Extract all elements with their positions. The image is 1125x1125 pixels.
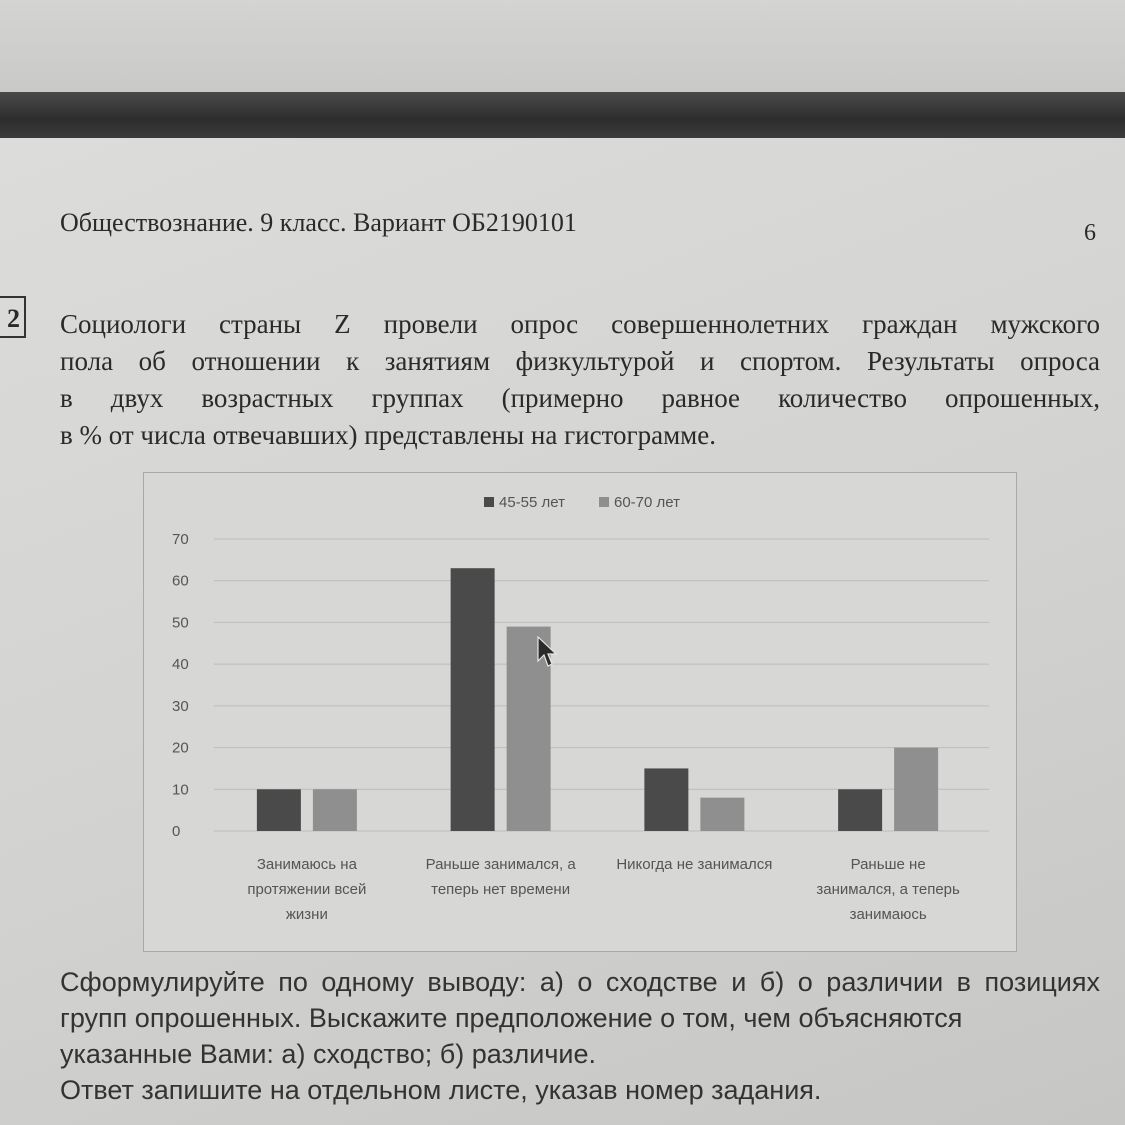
- legend-swatch: [599, 497, 609, 507]
- x-tick-label: жизни: [285, 906, 328, 923]
- legend-label: 60-70 лет: [614, 494, 680, 511]
- y-tick-label: 20: [172, 739, 189, 757]
- y-tick-label: 60: [172, 572, 189, 590]
- question-line: пола об отношении к занятиям физкультурой и спортом. Результаты опроса: [60, 346, 1100, 376]
- y-tick-label: 40: [172, 656, 189, 674]
- chart-svg: [144, 473, 1016, 951]
- background-strip: [0, 0, 1125, 92]
- histogram-chart: [143, 472, 1017, 952]
- legend-swatch: [484, 497, 494, 507]
- y-tick-label: 70: [172, 531, 189, 548]
- instruction-line: указанные Вами: а) сходство; б) различие.: [60, 1039, 597, 1069]
- instruction-line: Сформулируйте по одному выводу: а) о сходстве и б) о различии в позициях: [60, 967, 1100, 997]
- legend-label: 45-55 лет: [499, 494, 565, 511]
- bar: [838, 789, 882, 831]
- task-question: [60, 306, 1100, 454]
- instruction-line: групп опрошенных. Выскажите предположение о том, чем объясняются: [60, 1003, 963, 1033]
- task-number-box: 2: [0, 296, 26, 338]
- question-line: в двух возрастных группах (примерно равное количество опрошенных,: [60, 383, 1100, 413]
- y-tick-label: 50: [172, 614, 189, 632]
- x-tick-label: протяжении всей: [247, 881, 367, 898]
- x-tick-label: Раньше не: [850, 856, 926, 873]
- x-tick-label: Никогда не занимался: [616, 856, 773, 873]
- screen-frame-bar: [0, 92, 1125, 138]
- y-tick-label: 30: [172, 697, 189, 715]
- x-axis-labels: [247, 856, 960, 923]
- question-line: в % от числа отвечавших) представлены на гистограмме.: [60, 420, 716, 450]
- question-line: Социологи страны Z провели опрос совершеннолетних граждан мужского: [60, 309, 1100, 339]
- bar: [257, 789, 301, 831]
- page-header-title: Обществознание. 9 класс. Вариант ОБ2190101: [60, 208, 577, 237]
- instruction-line: Ответ запишите на отдельном листе, указав номер задания.: [60, 1075, 822, 1105]
- task-instructions: [60, 964, 1100, 1108]
- x-tick-label: теперь нет времени: [431, 881, 571, 898]
- mouse-cursor-icon: [536, 636, 558, 670]
- bar: [313, 789, 357, 831]
- x-tick-label: занимался, а теперь: [816, 881, 960, 898]
- x-tick-label: занимаюсь: [849, 906, 927, 923]
- bar: [700, 798, 744, 831]
- bar: [644, 768, 688, 831]
- bar: [894, 748, 938, 831]
- chart-legend: [484, 494, 680, 511]
- x-tick-label: Занимаюсь на: [256, 856, 357, 873]
- chart-grid: [214, 539, 989, 831]
- x-tick-label: Раньше занимался, а: [425, 856, 576, 873]
- chart-bars: [257, 568, 938, 831]
- y-axis-ticks: [172, 531, 189, 840]
- page-number: 6: [1084, 220, 1096, 246]
- y-tick-label: 0: [172, 823, 181, 840]
- bar: [451, 568, 495, 831]
- y-tick-label: 10: [172, 781, 189, 799]
